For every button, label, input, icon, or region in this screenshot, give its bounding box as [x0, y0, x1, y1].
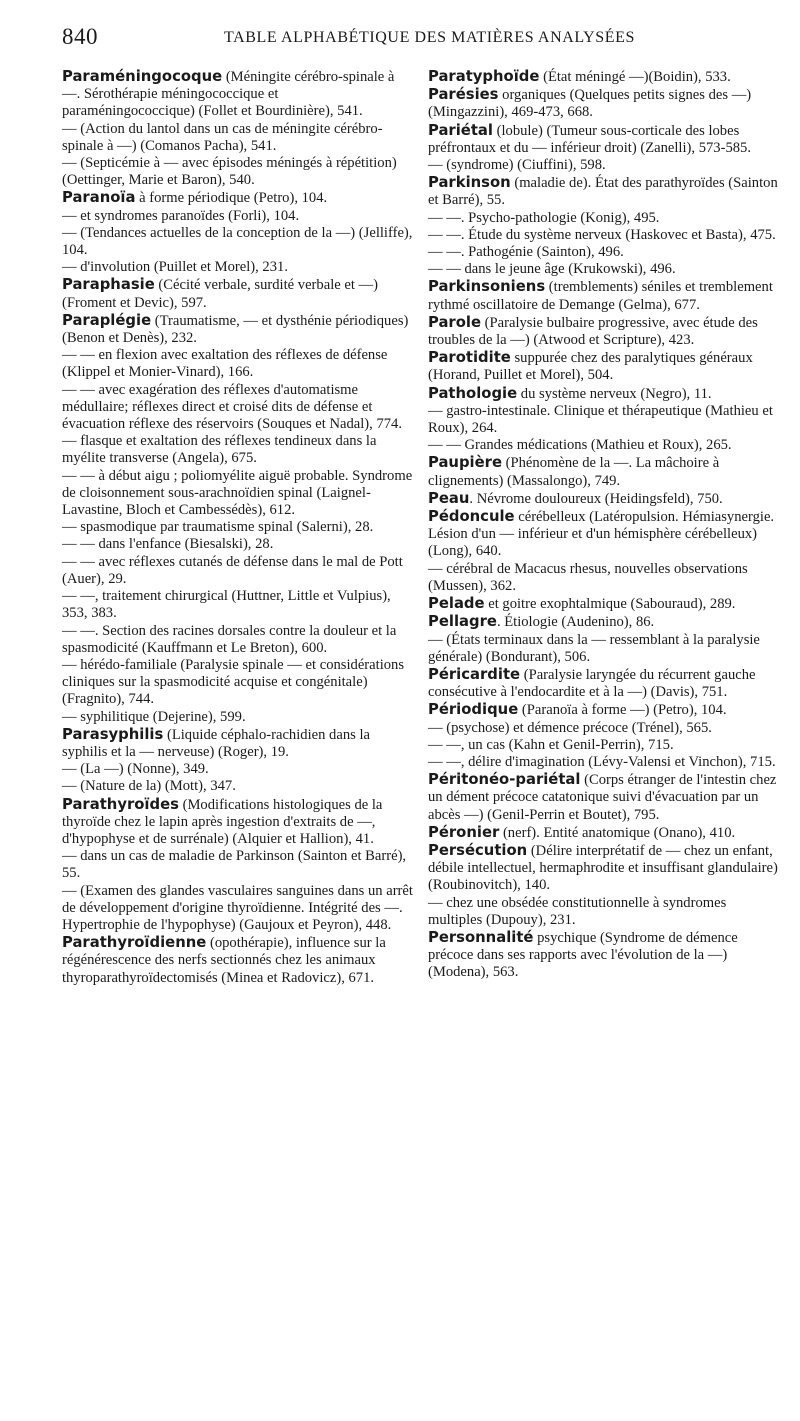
index-headword: Parkinsoniens [428, 278, 546, 296]
index-entry-paranoia-1: Paranoïa à forme périodique (Petro), 104. [62, 189, 328, 207]
index-headword: Paupière [428, 454, 502, 472]
index-entry-paresies: Parésies organiques (Quelques petits signes des —) (Mingazzini), 469-473, 668. [428, 86, 752, 121]
index-headword: Paranoïa [62, 189, 136, 207]
index-headword: Périodique [428, 701, 519, 719]
index-entry-pathologie-3: — — Grandes médications (Mathieu et Roux), 265. [428, 437, 732, 454]
index-headword: Parole [428, 313, 482, 331]
index-headword: Péricardite [428, 665, 521, 683]
index-headword: Paraphasie [62, 276, 155, 294]
index-headword: Pathologie [428, 384, 518, 402]
page-header [62, 20, 760, 54]
index-entry-paranoia-3: — (Tendances actuelles de la conception de la —) (Jelliffe), 104. [62, 224, 413, 259]
index-entry-paratyphoide: Paratyphoïde (État méningé —)(Boidin), 533. [428, 68, 731, 85]
index-entry-parasyphilis-2: — (La —) (Nonne), 349. [62, 761, 209, 778]
index-entry-parathyroidienne: Parathyroïdienne (opothérapie), influence sur la régénérescence des nerfs sectionnés chez les animaux thyroparathyroïdectomisés (Minea et Radovicz), 671. [62, 934, 386, 986]
index-entry-periodique-3: — —, un cas (Kahn et Genil-Perrin), 715. [428, 736, 674, 753]
index-entry-paramening-1: Paraméningocoque (Méningite cérébro-spinale à —. Sérothérapie méningococcique et paraméningococcique) (Follet et Bourdinière), 541. [62, 68, 395, 120]
running-title: TABLE ALPHABÉTIQUE DES MATIÈRES ANALYSÉES [224, 29, 636, 46]
index-headword: Pellagre [428, 613, 497, 631]
index-entry-peritoneo-parietal: Péritonéo-pariétal (Corps étranger de l'intestin chez un dément précoce catatonique suivi d'évacuation par un abcès —) (Genil-Perrin et Boutet), 795. [428, 771, 777, 823]
index-entry-periodique-2: — (psychose) et démence précoce (Trénel), 565. [428, 719, 712, 736]
index-entry-paranoia-4: — d'involution (Puillet et Morel), 231. [62, 259, 288, 276]
index-entry-parathyroides-2: — dans un cas de maladie de Parkinson (Sainton et Barré), 55. [62, 848, 407, 882]
index-entry-paraphasie: Paraphasie (Cécité verbale, surdité verbale et —) (Froment et Devic), 597. [62, 276, 379, 311]
index-entry-pelade: Pelade et goitre exophtalmique (Sabouraud), 289. [428, 595, 736, 613]
index-entry-parotidite: Parotidite suppurée chez des paralytiques généraux (Horand, Puillet et Morel), 504. [428, 349, 753, 384]
index-headword: Peau [428, 489, 470, 507]
index-entry-peau: Peau. Névrome douloureux (Heidingsfeld), 750. [428, 489, 723, 507]
index-entry-parathyroides-3: — (Examen des glandes vasculaires sanguines dans un arrêt de développement d'origine thyroïdienne. Intégrité des —. Hypertrophie de l'hypophyse) (Gaujoux et Peyron), 448. [62, 882, 413, 933]
index-headword: Parathyroïdienne [62, 934, 207, 952]
index-entry-persecution-2: — chez une obsédée constitutionnelle à syndromes multiples (Dupouy), 231. [428, 894, 727, 928]
index-entry-paramening-2: — (Action du lantol dans un cas de méningite cérébro-spinale à —) (Comanos Pacha), 541. [62, 120, 383, 154]
index-entry-paraplegie-12: — syphilitique (Dejerine), 599. [62, 708, 246, 725]
index-entry-paraplegie-2: — — en flexion avec exaltation des réflexes de défense (Klippel et Monier-Vinard), 166. [62, 347, 388, 381]
index-headword: Péronier [428, 823, 500, 841]
index-entry-parole: Parole (Paralysie bulbaire progressive, avec étude des troubles de la —) (Atwood et Scripture), 423. [428, 313, 758, 349]
index-entry-peronier: Péronier (nerf). Entité anatomique (Onano), 410. [428, 823, 736, 841]
index-entry-pellagre-2: — (États terminaux dans la — ressemblant à la paralysie générale) (Bondurant), 506. [428, 631, 760, 665]
index-entry-paraplegie-6: — spasmodique par traumatisme spinal (Salerni), 28. [62, 519, 374, 536]
index-headword: Péritonéo-pariétal [428, 771, 581, 789]
index-entry-pathologie-1: Pathologie du système nerveux (Negro), 11. [428, 384, 712, 402]
index-entry-parietal-1: Pariétal (lobule) (Tumeur sous-corticale des lobes préfrontaux et du — inférieur droit) (Zanelli), 573-585. [428, 121, 751, 156]
index-headword: Paraplégie [62, 311, 152, 329]
index-headword: Pariétal [428, 121, 493, 139]
index-entry-paraplegie-10: — —. Section des racines dorsales contre la douleur et la spasmodicité (Kauffmann et Le Breton), 600. [62, 622, 397, 656]
index-entry-periodique-1: Périodique (Paranoïa à forme —) (Petro), 104. [428, 701, 727, 719]
index-entry-paraplegie-9: — —, traitement chirurgical (Huttner, Little et Vulpius), 353, 383. [62, 588, 391, 622]
right-column [428, 68, 778, 982]
index-entry-parkinson-5: — — dans le jeune âge (Krukowski), 496. [428, 261, 676, 278]
page-number: 840 [62, 24, 98, 49]
index-entry-pellagre-1: Pellagre. Étiologie (Audenino), 86. [428, 613, 655, 631]
index-entry-paraplegie-7: — — dans l'enfance (Biesalski), 28. [62, 536, 274, 553]
index-headword: Parkinson [428, 174, 511, 192]
index-headword: Parotidite [428, 349, 511, 367]
index-entry-parkinson-2: — —. Psycho-pathologie (Konig), 495. [428, 209, 660, 226]
index-entry-pericardite: Péricardite (Paralysie laryngée du récurrent gauche consécutive à l'endocardite et à la —) (Davis), 751. [428, 665, 756, 701]
index-entry-paranoia-2: — et syndromes paranoïdes (Forli), 104. [62, 207, 300, 224]
index-entry-parkinson-3: — —. Étude du système nerveux (Haskovec et Basta), 475. [428, 226, 776, 243]
index-headword: Parésies [428, 86, 499, 104]
index-entry-parkinson-4: — —. Pathogénie (Sainton), 496. [428, 244, 624, 261]
index-entry-parasyphilis-1: Parasyphilis (Liquide céphalo-rachidien dans la syphilis et la — nerveuse) (Roger), 19. [62, 725, 370, 760]
index-headword: Parasyphilis [62, 725, 164, 743]
index-entry-pathologie-2: — gastro-intestinale. Clinique et thérapeutique (Mathieu et Roux), 264. [428, 402, 773, 437]
index-entry-personnalite: Personnalité psychique (Syndrome de démence précoce dans ses rapports avec l'évolution de la —) (Modena), 563. [428, 928, 738, 981]
index-entry-paraplegie-5: — — à début aigu ; poliomyélite aiguë probable. Syndrome de cloisonnement sous-arachnoïdien spinal (Laignel-Lavastine, Bloch et Cambessédès), 612. [62, 467, 413, 519]
index-entry-parathyroides-1: Parathyroïdes (Modifications histologiques de la thyroïde chez le lapin après ingestion d'extraits de —, d'hypophyse et de surrénale) (Alquier et Hallion), 41. [62, 795, 383, 847]
index-entry-pedoncule-2: — cérébral de Macacus rhesus, nouvelles observations (Mussen), 362. [428, 560, 748, 594]
index-headword: Pelade [428, 595, 485, 613]
index-headword: Paratyphoïde [428, 68, 540, 85]
index-entry-parietal-2: — (syndrome) (Ciuffini), 598. [428, 157, 606, 174]
index-entry-paraplegie-4: — flasque et exaltation des réflexes tendineux dans la myélite transverse (Angela), 675. [62, 433, 377, 467]
index-entry-paraplegie-3: — — avec exagération des réflexes d'automatisme médullaire; réflexes direct et croisé dits de défense et évacuation réflexe des réservoirs (Souques et Nadal), 774. [62, 381, 402, 433]
index-entry-paraplegie-1: Paraplégie (Traumatisme, — et dysthénie périodiques) (Benon et Denès), 232. [62, 311, 409, 347]
index-entry-periodique-4: — —, délire d'imagination (Lévy-Valensi et Vinchon), 715. [428, 753, 776, 770]
index-headword: Pédoncule [428, 508, 515, 526]
index-entry-paraplegie-11: — hérédo-familiale (Paralysie spinale — et considérations cliniques sur la spasmodicité acquise et congénitale) (Fragnito), 744. [62, 656, 405, 708]
index-headword: Parathyroïdes [62, 795, 179, 813]
index-entry-pedoncule-1: Pédoncule cérébelleux (Latéropulsion. Hémiasynergie. Lésion d'un — inférieur et d'un hémisphère cérébelleux) (Long), 640. [428, 508, 775, 560]
index-entry-paraplegie-8: — — avec réflexes cutanés de défense dans le mal de Pott (Auer), 29. [62, 553, 403, 587]
index-headword: Personnalité [428, 928, 534, 946]
index-headword: Persécution [428, 841, 528, 859]
index-entry-parasyphilis-3: — (Nature de la) (Mott), 347. [62, 778, 236, 795]
index-entry-parkinsoniens: Parkinsoniens (tremblements) séniles et tremblement rythmé oscillatoire de Demange (Gelma), 677. [428, 278, 773, 313]
index-headword: Paraméningocoque [62, 68, 223, 85]
left-column [62, 68, 414, 987]
index-entry-paramening-3: — (Septicémie à — avec épisodes méningés à répétition) (Oettinger, Marie et Baron), 540. [62, 155, 397, 189]
index-entry-persecution-1: Persécution (Délire interprétatif de — chez un enfant, débile intellectuel, hermaphrodite et insuffisant glandulaire) (Roubinovitch), 140. [428, 841, 778, 894]
index-entry-parkinson-1: Parkinson (maladie de). État des parathyroïdes (Sainton et Barré), 55. [428, 174, 778, 209]
index-entry-paupiere: Paupière (Phénomène de la —. La mâchoire à clignements) (Massalongo), 749. [428, 454, 720, 489]
